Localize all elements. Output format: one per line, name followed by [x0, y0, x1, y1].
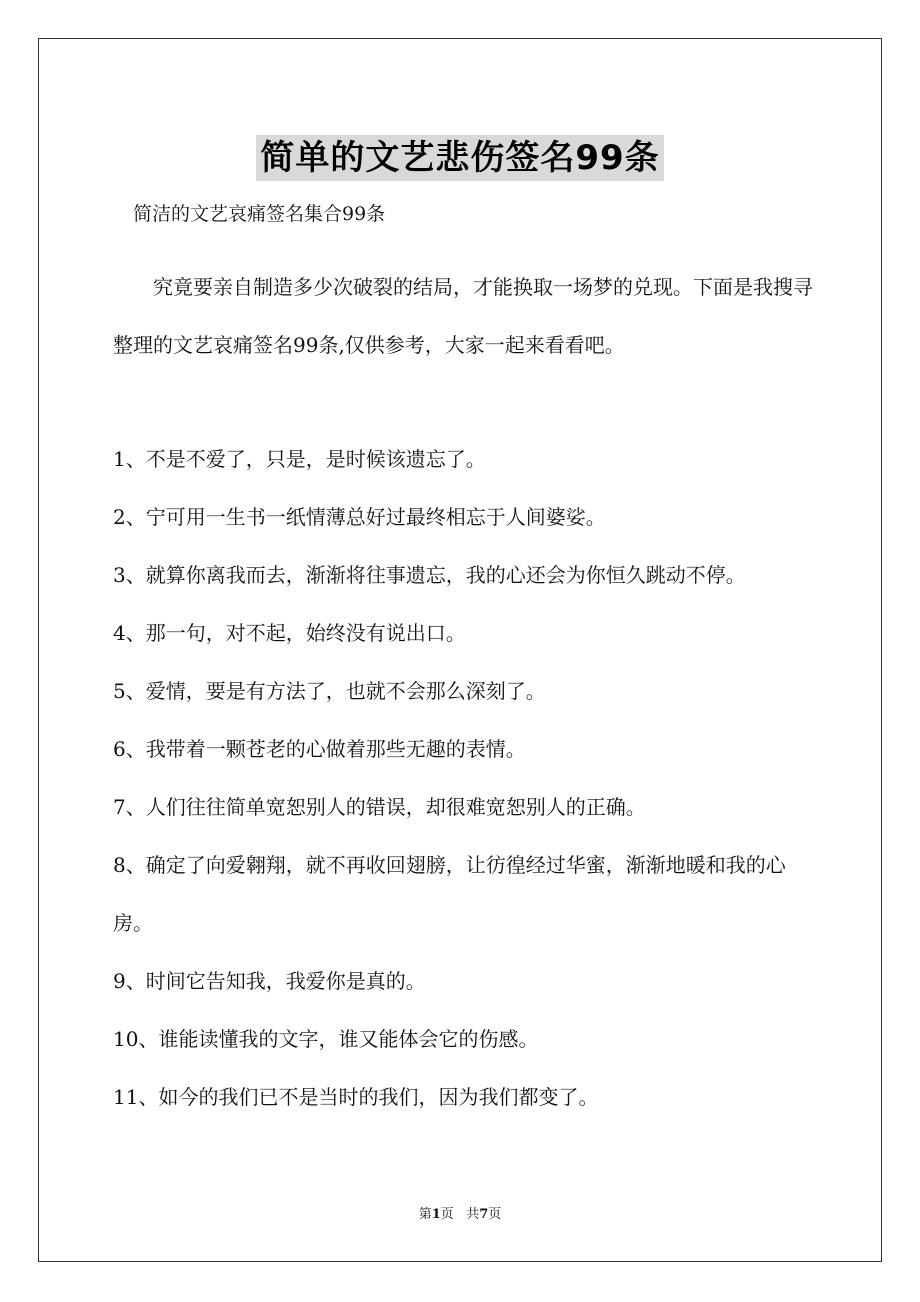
list-item-11: 11、如今的我们已不是当时的我们，因为我们都变了。 — [113, 1085, 599, 1109]
title-container — [0, 112, 920, 204]
page-current: 1 — [431, 1207, 441, 1222]
list-item-3: 3、就算你离我而去，渐渐将往事遗忘，我的心还会为你恒久跳动不停。 — [113, 563, 746, 587]
list-item-6: 6、我带着一颗苍老的心做着那些无趣的表情。 — [113, 737, 526, 761]
list-item-2: 2、宁可用一生书一纸情薄总好过最终相忘于人间婆娑。 — [113, 505, 606, 529]
total-unit: 页 — [488, 1207, 502, 1222]
list-item-4: 4、那一句，对不起，始终没有说出口。 — [113, 621, 466, 645]
intro-paragraph: 究竟要亲自制造多少次破裂的结局，才能换取一场梦的兑现。下面是我搜寻整理的文艺哀痛签名99条,仅供参考，大家一起来看看吧。 — [113, 275, 813, 357]
document-subtitle: 简洁的文艺哀痛签名集合99条 — [133, 203, 386, 225]
total-prefix: 共 — [466, 1207, 480, 1222]
list-item-5: 5、爱情，要是有方法了，也就不会那么深刻了。 — [113, 679, 546, 703]
page-prefix: 第 — [418, 1207, 432, 1222]
signature-list — [113, 430, 813, 1126]
page-footer — [0, 1206, 920, 1224]
list-item-9: 9、时间它告知我，我爱你是真的。 — [113, 969, 426, 993]
list-item-8: 8、确定了向爱翱翔，就不再收回翅膀，让彷徨经过华蜜，渐渐地暖和我的心房。 — [113, 853, 786, 935]
list-item-1: 1、不是不爱了，只是，是时候该遗忘了。 — [113, 447, 486, 471]
page-total: 7 — [479, 1207, 489, 1222]
list-item-7: 7、人们往往简单宽恕别人的错误，却很难宽恕别人的正确。 — [113, 795, 646, 819]
list-item-10: 10、谁能读懂我的文字，谁又能体会它的伤感。 — [113, 1027, 539, 1051]
page-unit: 页 — [440, 1207, 454, 1222]
document-title: 简单的文艺悲伤签名99条 — [256, 135, 663, 181]
